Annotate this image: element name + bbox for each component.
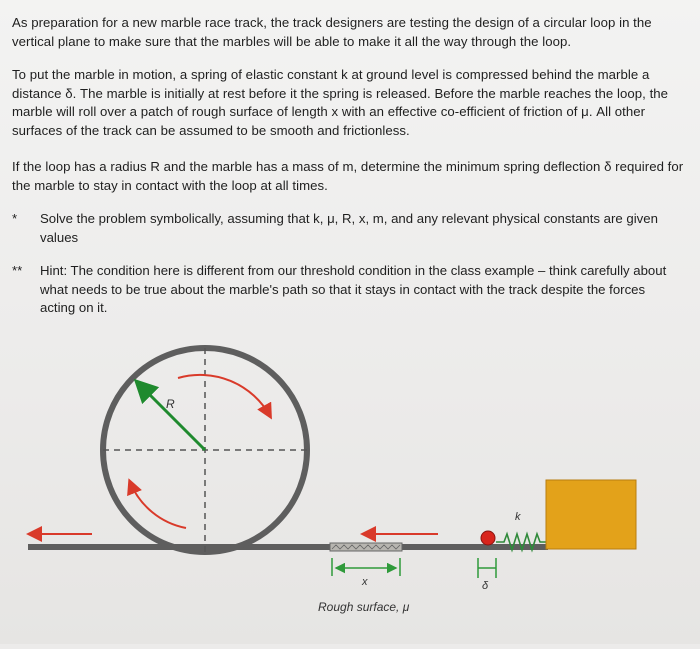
intro-paragraph: As preparation for a new marble race track, the track designers are testing the design of a circular loop in the vertical plane to make sure that the marbles will be able to make it all the way through the loop. (12, 15, 652, 49)
radius-arrow (138, 383, 205, 450)
note-text: Solve the problem symbolically, assuming that k, μ, R, x, m, and any relevant physical constants are given values (40, 211, 658, 245)
note-marker: * (12, 211, 18, 226)
setup-paragraph: To put the marble in motion, a spring of elastic constant k at ground level is compressed behind the marble a distance δ. The marble is initially at rest before it the spring is released. Before the marble reaches the loop, the marble will roll over a patch of rough surface of length x with an effective co-efficient of friction of μ. All other surfaces of the track can be assumed to be smooth and frictionless. (12, 67, 669, 138)
length-label: x (362, 576, 368, 588)
question-paragraph: If the loop has a radius R and the marble has a mass of m, determine the minimum spring deflection δ required for the marble to stay in contact with the loop at all times. (12, 159, 684, 193)
note-marker: ** (12, 263, 23, 278)
radius-label: R (166, 397, 175, 411)
motion-arrow-upper (178, 375, 270, 416)
motion-arrow-lower (130, 482, 186, 528)
loop-diagram-svg (0, 330, 700, 644)
spring-constant-label: k (515, 511, 521, 523)
spring-wall-block (546, 480, 636, 549)
deflection-label: δ (482, 580, 489, 592)
rough-surface-caption: Rough surface, μ (318, 600, 410, 614)
loop-diagram (0, 330, 700, 644)
marble (481, 531, 495, 545)
note-text: Hint: The condition here is different from our threshold condition in the class example – think carefully about what needs to be true about the marble's path so that it stays in contact with the track despite the forces acting on it. (40, 263, 667, 315)
